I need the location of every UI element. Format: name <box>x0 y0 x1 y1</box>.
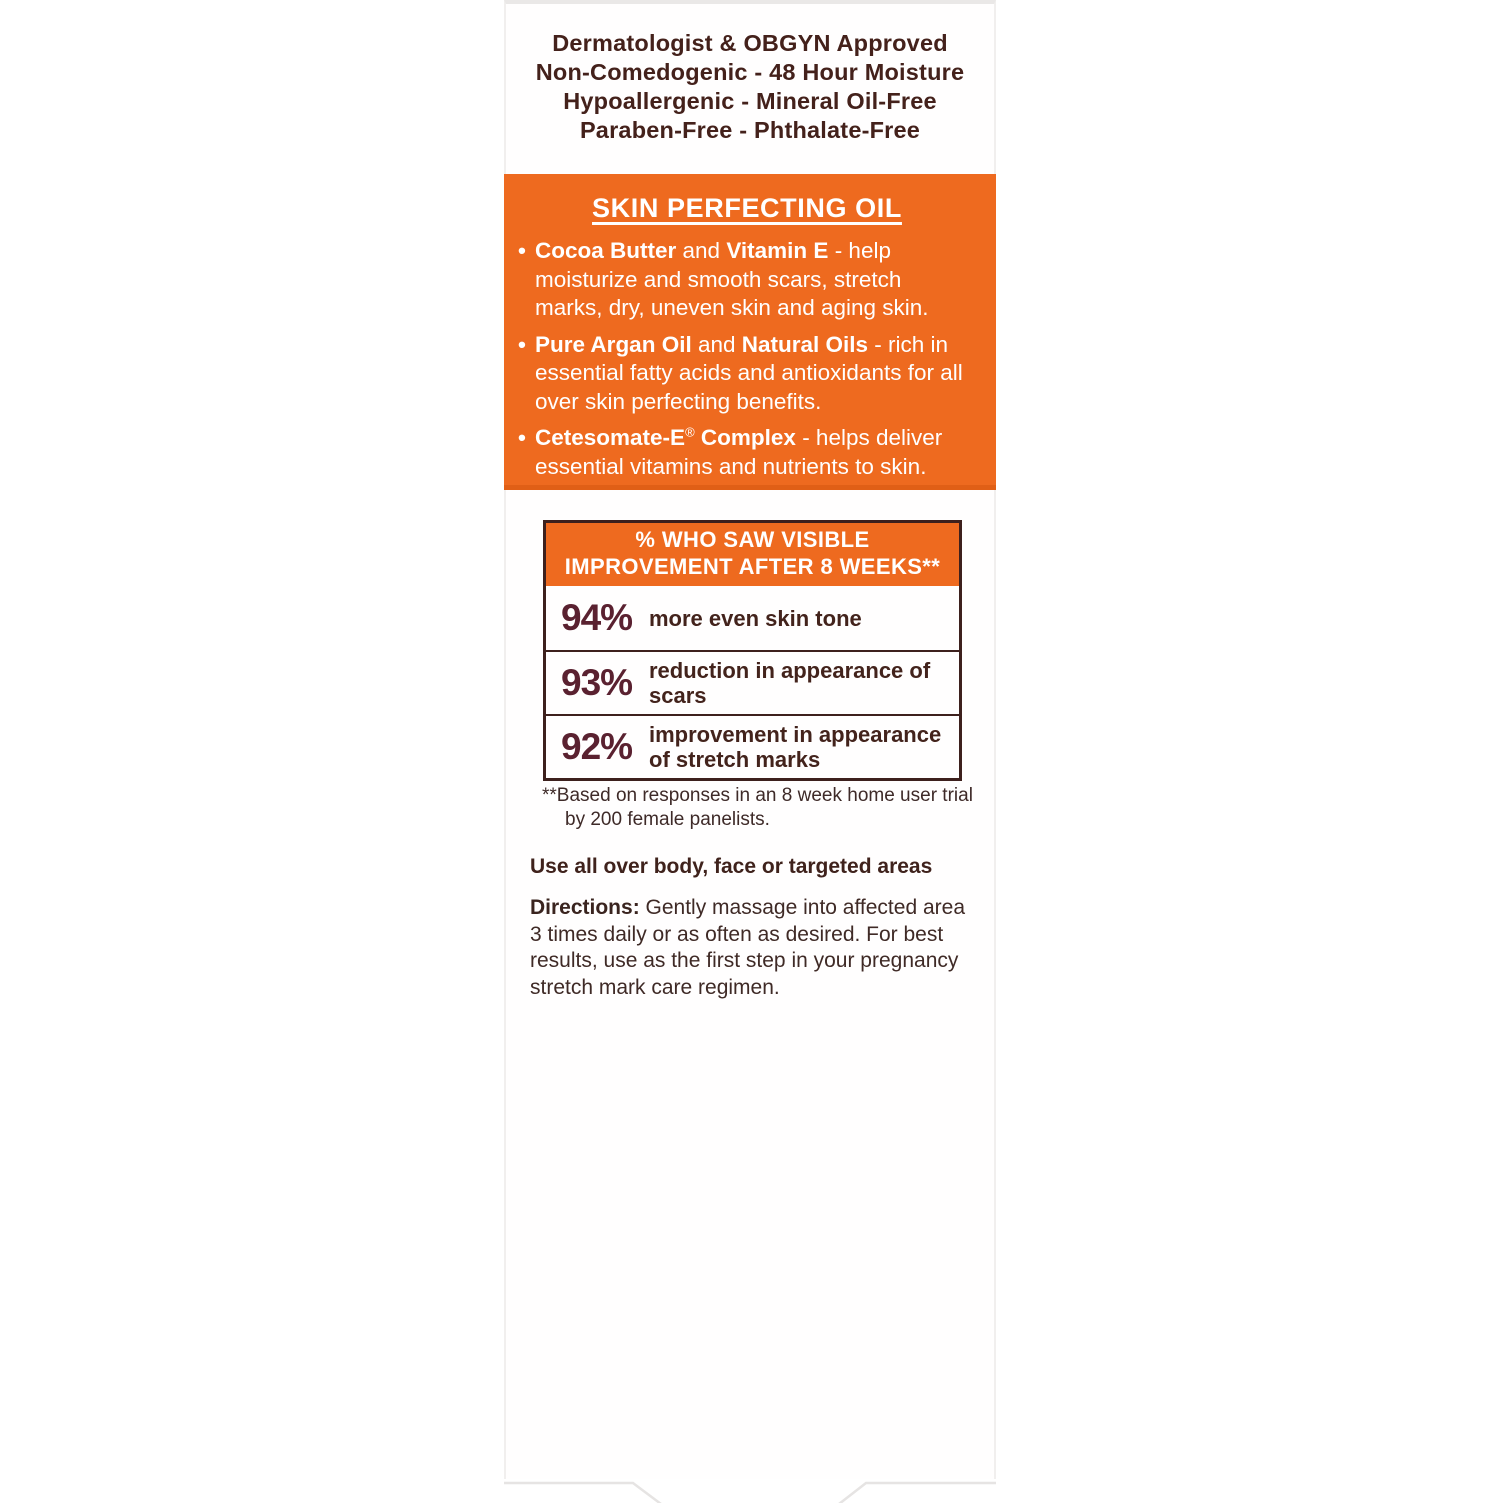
benefit-item <box>518 331 974 417</box>
results-header-line: % WHO SAW VISIBLE <box>635 527 870 552</box>
usage-line: Use all over body, face or targeted areas <box>530 855 933 878</box>
percent-description: more even skin tone <box>649 605 862 631</box>
text-segment: Complex <box>694 425 796 450</box>
text-segment: and <box>676 238 727 263</box>
benefit-item <box>518 237 974 323</box>
die-cut-bottom-edge <box>504 1477 996 1503</box>
text-segment: Cetesomate-E <box>535 425 686 450</box>
table-row <box>546 586 959 650</box>
results-table-header <box>546 523 959 586</box>
percent-value: 92% <box>561 726 633 767</box>
percent-value: 93% <box>561 662 633 703</box>
text-segment: - help moisturize and smooth scars, stretch marks, dry, uneven skin and aging skin. <box>535 238 929 320</box>
claim-line: Dermatologist & OBGYN Approved <box>552 30 948 56</box>
bullet-icon: • <box>518 331 526 357</box>
benefit-text <box>535 238 929 320</box>
benefit-item <box>518 424 974 481</box>
claim-line: Non-Comedogenic - 48 Hour Moisture <box>535 59 965 85</box>
benefit-text <box>535 332 963 414</box>
table-row <box>546 650 959 714</box>
results-header-line: IMPROVEMENT AFTER 8 WEEKS** <box>564 553 941 579</box>
percent-description: improvement in appearance of stretch marks <box>649 722 942 772</box>
registered-mark: ® <box>685 424 695 440</box>
footnote-line: by 200 female panelists. <box>565 809 770 830</box>
percent-description: reduction in appearance of scars <box>649 658 931 708</box>
text-segment: Natural Oils <box>741 331 869 357</box>
text-segment: Vitamin E <box>726 238 829 263</box>
text-segment: - helps deliver essential vitamins and nutrients to skin. <box>535 425 943 479</box>
claim-line: Paraben-Free - Phthalate-Free <box>579 117 921 143</box>
benefit-text <box>535 425 942 479</box>
footnote <box>542 784 973 832</box>
table-row <box>546 714 959 778</box>
package-side-panel <box>504 0 996 1479</box>
benefits-title: SKIN PERFECTING OIL <box>592 193 902 223</box>
text-segment: Pure Argan Oil <box>535 331 692 357</box>
footnote-line: **Based on responses in an 8 week home user trial <box>542 785 973 806</box>
text-segment: Cocoa Butter <box>535 238 677 263</box>
directions-text: Gently massage into affected area 3 times daily or as often as desired. For best results, use as the first step in your pregnancy stretch mark care regimen. <box>530 896 965 999</box>
bullet-icon: • <box>518 425 526 450</box>
directions-label: Directions: <box>530 896 640 919</box>
percent-value: 94% <box>561 597 633 638</box>
benefits-list <box>518 237 976 481</box>
text-segment: - rich in essential fatty acids and antioxidants for all over skin perfecting benefits. <box>535 331 963 414</box>
benefits-box <box>504 174 996 490</box>
text-segment: and <box>691 331 742 357</box>
claim-line: Hypoallergenic - Mineral Oil-Free <box>563 88 937 114</box>
bullet-icon: • <box>518 238 526 263</box>
results-table <box>543 520 962 781</box>
directions-block <box>530 895 982 1001</box>
claims-block <box>506 29 994 145</box>
